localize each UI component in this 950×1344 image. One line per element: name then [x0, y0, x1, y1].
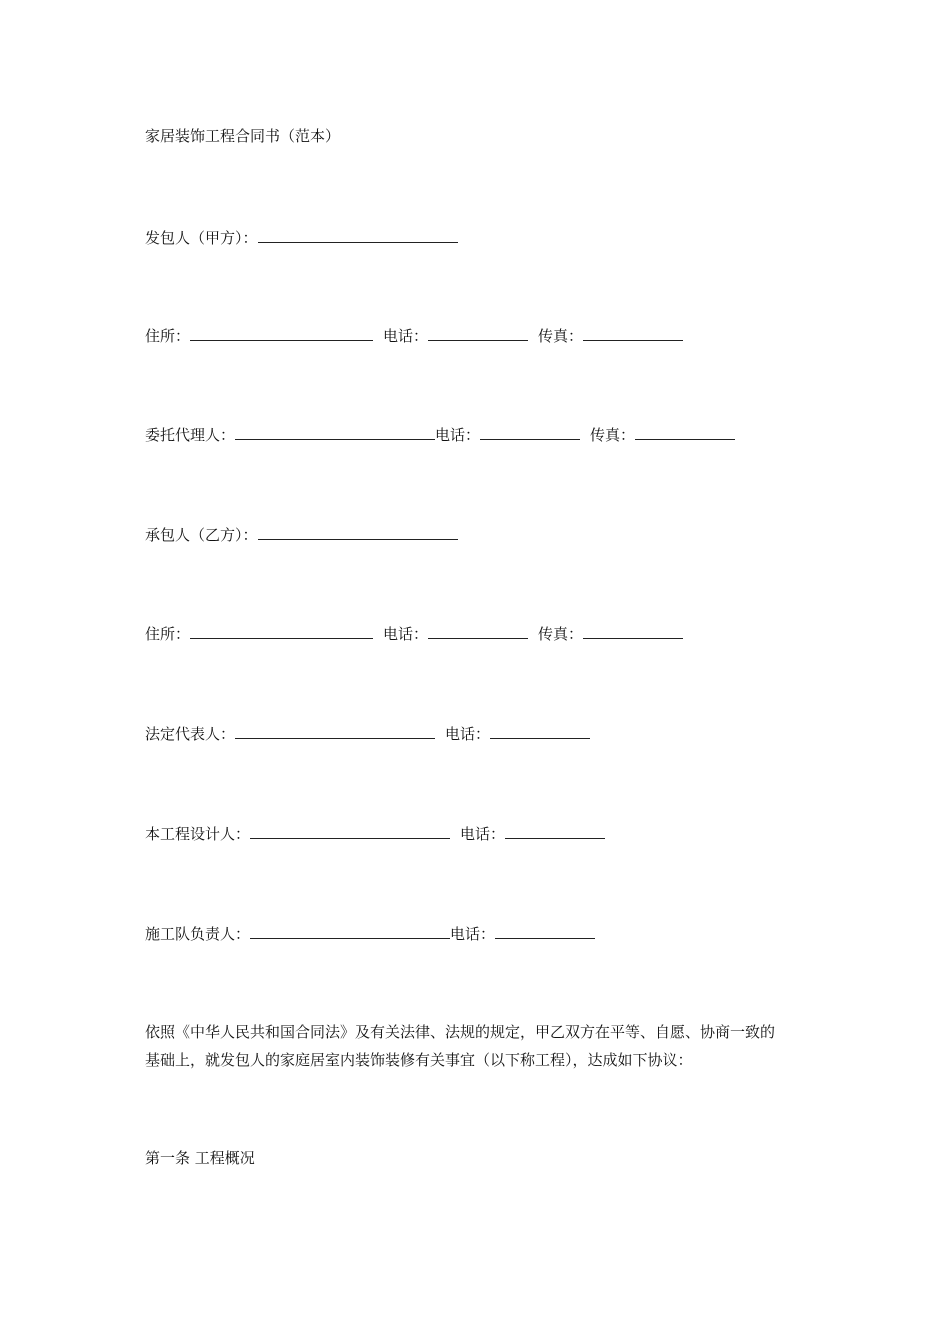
agent-phone-blank[interactable]: [480, 427, 580, 440]
agent-name-blank[interactable]: [235, 427, 435, 440]
party-b-fax-blank[interactable]: [583, 626, 683, 639]
party-b-address-blank[interactable]: [190, 626, 373, 639]
legal-rep-label: 法定代表人：: [145, 725, 236, 743]
crew-lead-name-blank[interactable]: [250, 926, 450, 939]
intro-paragraph: [145, 1018, 815, 1074]
address-label: 住所：: [145, 327, 191, 345]
designer-label: 本工程设计人：: [145, 825, 251, 843]
crew-lead-phone-blank[interactable]: [495, 926, 595, 939]
document-title: 家居装饰工程合同书（范本）: [145, 127, 341, 145]
party-a-address-blank[interactable]: [190, 328, 373, 341]
party-a-line: [145, 228, 458, 248]
phone-label: 电话：: [383, 625, 429, 643]
article-1-heading: 第一条 工程概况: [145, 1149, 255, 1167]
fax-label: 传真：: [538, 327, 584, 345]
phone-label: 电话：: [445, 725, 491, 743]
intro-line-2: 基础上，就发包人的家庭居室内装饰装修有关事宜（以下称工程），达成如下协议：: [145, 1051, 693, 1069]
party-a-label: 发包人（甲方）：: [145, 229, 258, 247]
party-a-address-line: [145, 326, 683, 346]
phone-label: 电话：: [383, 327, 429, 345]
fax-label: 传真：: [538, 625, 584, 643]
crew-lead-line: [145, 924, 595, 944]
party-a-name-blank[interactable]: [258, 230, 458, 243]
agent-label: 委托代理人：: [145, 426, 236, 444]
party-b-line: [145, 525, 458, 545]
intro-line-1: 依照《中华人民共和国合同法》及有关法律、法规的规定，甲乙双方在平等、自愿、协商一致的: [145, 1023, 776, 1041]
legal-rep-phone-blank[interactable]: [490, 726, 590, 739]
fax-label: 传真：: [590, 426, 636, 444]
party-b-name-blank[interactable]: [258, 527, 458, 540]
crew-lead-label: 施工队负责人：: [145, 925, 251, 943]
party-b-phone-blank[interactable]: [428, 626, 528, 639]
designer-name-blank[interactable]: [250, 826, 450, 839]
designer-phone-blank[interactable]: [505, 826, 605, 839]
address-label: 住所：: [145, 625, 191, 643]
legal-rep-name-blank[interactable]: [235, 726, 435, 739]
agent-line: [145, 425, 735, 445]
party-b-label: 承包人（乙方）：: [145, 526, 258, 544]
phone-label: 电话：: [435, 426, 481, 444]
party-a-fax-blank[interactable]: [583, 328, 683, 341]
legal-rep-line: [145, 724, 590, 744]
agent-fax-blank[interactable]: [635, 427, 735, 440]
designer-line: [145, 824, 605, 844]
party-b-address-line: [145, 624, 683, 644]
phone-label: 电话：: [460, 825, 506, 843]
party-a-phone-blank[interactable]: [428, 328, 528, 341]
phone-label: 电话：: [450, 925, 496, 943]
